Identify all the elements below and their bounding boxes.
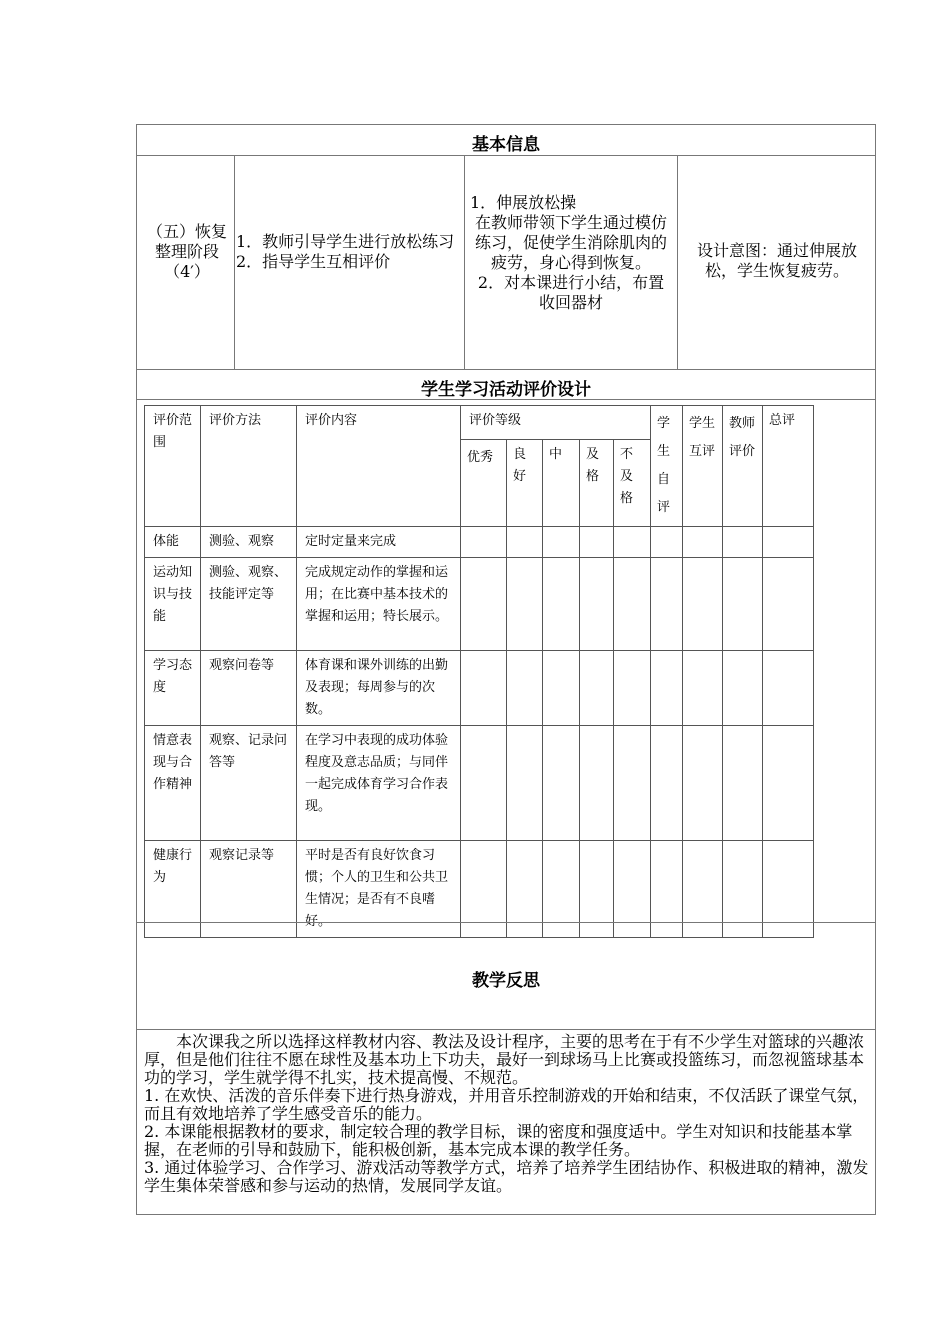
row-method: 观察记录等: [201, 841, 297, 938]
divider: [137, 155, 875, 156]
divider: [137, 1029, 875, 1030]
row-method: 测验、观察: [201, 527, 297, 558]
header-peer-eval: 学生互评: [683, 406, 723, 527]
table-row: [145, 527, 814, 558]
row-method: 观察、记录问答等: [201, 726, 297, 841]
reflection-paragraph: 2. 本课能根据教材的要求，制定较合理的教学目标，课的密度和强度适中。学生对知识和技能基本掌握，在老师的引导和鼓励下，能积极创新，基本完成本课的教学任务。: [144, 1122, 853, 1159]
section-title-evaluation: 学生学习活动评价设计: [421, 380, 591, 400]
level-medium: 中: [543, 440, 580, 527]
student-activities: [470, 193, 672, 313]
level-fail: 不及格: [614, 440, 651, 527]
row-content: 在学习中表现的成功体验程度及意志品质；与同伴一起完成体育学习合作表现。: [297, 726, 461, 841]
header-scope: 评价范围: [145, 406, 201, 527]
header-level: 评价等级: [461, 406, 651, 440]
row-scope: 学习态度: [145, 651, 201, 726]
lesson-plan-table: [136, 124, 876, 1215]
design-intent: 设计意图：通过伸展放松，学生恢复疲劳。: [696, 241, 857, 280]
level-excellent: 优秀: [461, 440, 507, 527]
row-content: 完成规定动作的掌握和运用；在比赛中基本技术的掌握和运用；特长展示。: [297, 558, 461, 651]
reflection-paragraph: 3. 通过体验学习、合作学习、游戏活动等教学方式，培养了培养学生团结协作、积极进取的精神，激发学生集体荣誉感和参与运动的热情，发展同学友谊。: [144, 1158, 869, 1195]
column-divider: [234, 155, 235, 369]
reflection-paragraph: 1. 在欢快、活泼的音乐伴奏下进行热身游戏，并用音乐控制游戏的开始和结束，不仅活跃了课堂气氛，而且有效地培养了学生感受音乐的能力。: [144, 1086, 869, 1123]
divider: [137, 369, 875, 370]
header-teacher-eval: 教师评价: [723, 406, 763, 527]
table-header-row: [145, 406, 814, 440]
reflection-text: [144, 1033, 870, 1195]
row-scope: 体能: [145, 527, 201, 558]
row-content: 定时定量来完成: [297, 527, 461, 558]
student-activity-item-2: 2．对本课进行小结，布置收回器材: [477, 273, 665, 312]
table-row: [145, 726, 814, 841]
phase-stage: （五）恢复整理阶段（4′）: [146, 222, 227, 281]
student-activity-title: 1．伸展放松操: [470, 193, 577, 212]
evaluation-table: [144, 405, 814, 938]
row-scope: 健康行为: [145, 841, 201, 938]
header-self-eval: 学生自评: [651, 406, 683, 527]
divider: [137, 399, 875, 400]
row-scope: 运动知识与技能: [145, 558, 201, 651]
header-total: 总评: [763, 406, 814, 527]
column-divider: [464, 155, 465, 369]
row-content: 体育课和课外训练的出勤及表现；每周参与的次数。: [297, 651, 461, 726]
student-activity-body: 在教师带领下学生通过模仿练习，促使学生消除肌肉的疲劳，身心得到恢复。: [474, 213, 667, 272]
teacher-activities: [236, 232, 464, 272]
table-row: [145, 558, 814, 651]
section-title-basic-info: 基本信息: [472, 135, 540, 155]
level-pass: 及格: [580, 440, 614, 527]
table-row: [145, 651, 814, 726]
teacher-activity-2: 2．指导学生互相评价: [236, 252, 391, 271]
row-method: 测验、观察、技能评定等: [201, 558, 297, 651]
row-content: 平时是否有良好饮食习惯；个人的卫生和公共卫生情况；是否有不良嗜好。: [297, 841, 461, 938]
level-good: 良好: [507, 440, 543, 527]
divider: [137, 922, 875, 923]
column-divider: [677, 155, 678, 369]
row-scope: 情意表现与合作精神: [145, 726, 201, 841]
section-title-reflection: 教学反思: [472, 971, 540, 991]
row-method: 观察问卷等: [201, 651, 297, 726]
reflection-paragraph: 本次课我之所以选择这样教材内容、教法及设计程序，主要的思考在于有不少学生对篮球的兴趣浓厚，但是他们往往不愿在球性及基本功上下功夫，最好一到球场马上比赛或投篮练习，而忽视篮球基本功的学习，学生就学得不扎实，技术提高慢、不规范。: [144, 1032, 865, 1087]
teacher-activity-1: 1．教师引导学生进行放松练习: [236, 232, 455, 251]
header-method: 评价方法: [201, 406, 297, 527]
header-content: 评价内容: [297, 406, 461, 527]
